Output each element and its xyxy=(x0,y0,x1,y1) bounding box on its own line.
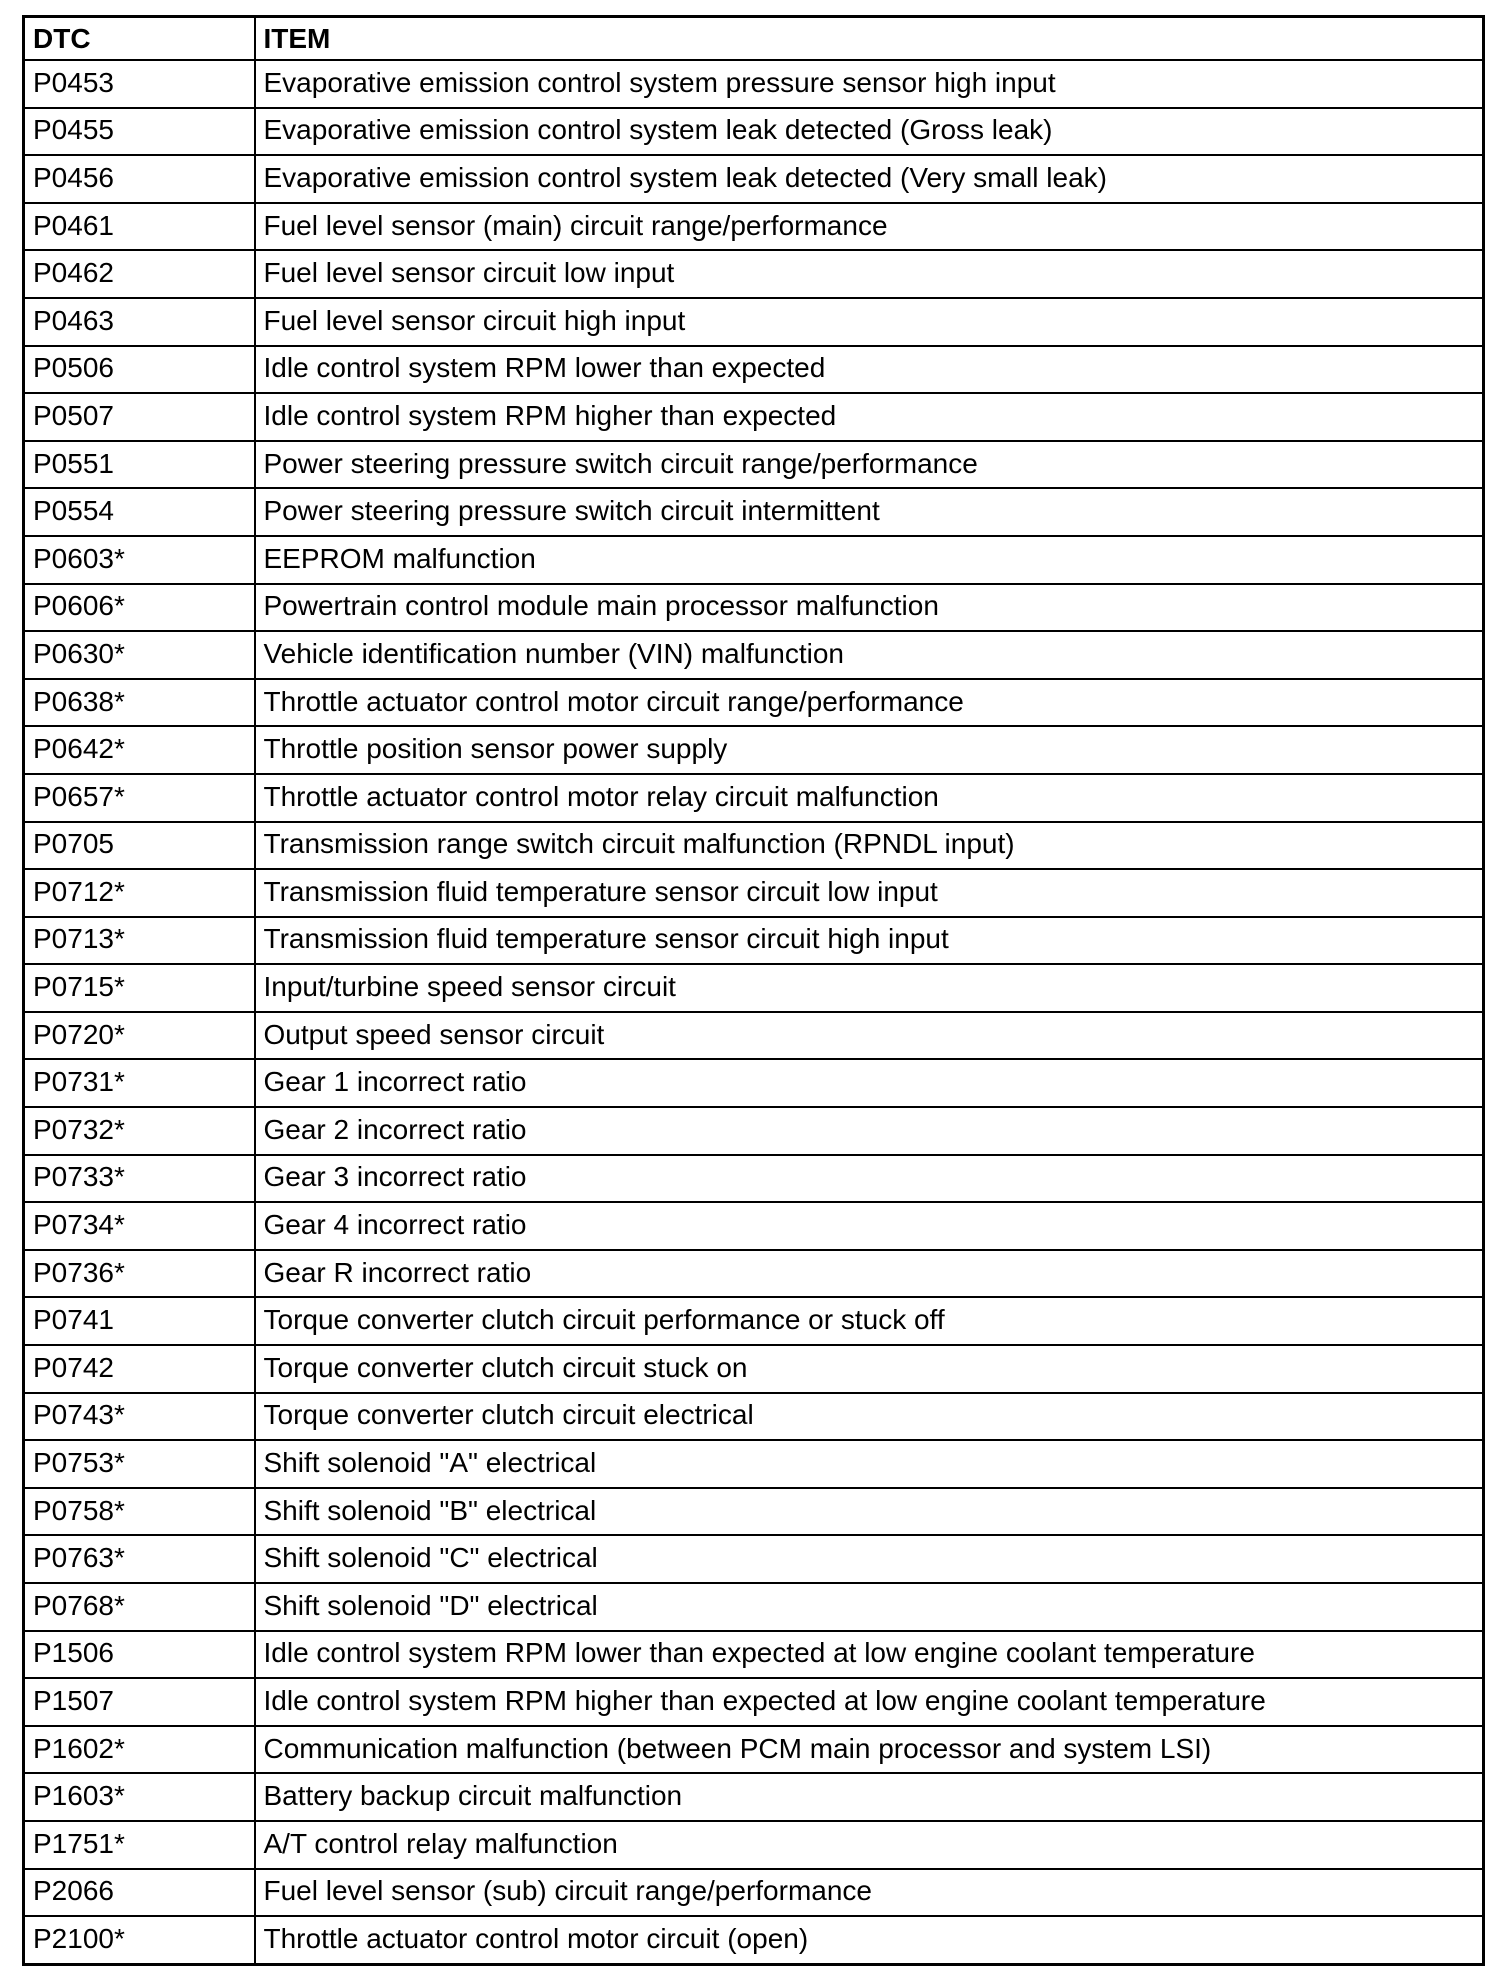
item-description-cell: Fuel level sensor circuit low input xyxy=(255,250,1484,298)
table-row xyxy=(24,1916,1484,1964)
item-description-cell: Throttle actuator control motor relay circuit malfunction xyxy=(255,774,1484,822)
table-row xyxy=(24,1440,1484,1488)
table-row xyxy=(24,1821,1484,1869)
dtc-code-cell: P0720* xyxy=(24,1012,255,1060)
item-description-cell: Evaporative emission control system leak detected (Gross leak) xyxy=(255,108,1484,156)
item-description-cell: Evaporative emission control system leak detected (Very small leak) xyxy=(255,155,1484,203)
item-description-cell: Throttle position sensor power supply xyxy=(255,726,1484,774)
table-row xyxy=(24,917,1484,965)
item-description-cell: Input/turbine speed sensor circuit xyxy=(255,964,1484,1012)
table-row xyxy=(24,488,1484,536)
dtc-code-cell: P0705 xyxy=(24,822,255,870)
dtc-code-cell: P0741 xyxy=(24,1297,255,1345)
table-row xyxy=(24,393,1484,441)
table-row xyxy=(24,1107,1484,1155)
dtc-code-cell: P0603* xyxy=(24,536,255,584)
dtc-code-cell: P0713* xyxy=(24,917,255,965)
dtc-code-cell: P0753* xyxy=(24,1440,255,1488)
item-description-cell: Shift solenoid "A" electrical xyxy=(255,1440,1484,1488)
item-description-cell: Idle control system RPM higher than expected xyxy=(255,393,1484,441)
item-description-cell: Gear R incorrect ratio xyxy=(255,1250,1484,1298)
dtc-code-cell: P1602* xyxy=(24,1726,255,1774)
item-description-cell: Gear 2 incorrect ratio xyxy=(255,1107,1484,1155)
dtc-code-cell: P0736* xyxy=(24,1250,255,1298)
item-description-cell: Fuel level sensor circuit high input xyxy=(255,298,1484,346)
table-row xyxy=(24,346,1484,394)
item-description-cell: Idle control system RPM lower than expected xyxy=(255,346,1484,394)
dtc-code-cell: P0554 xyxy=(24,488,255,536)
table-row xyxy=(24,1773,1484,1821)
table-row xyxy=(24,536,1484,584)
item-description-cell: Vehicle identification number (VIN) malfunction xyxy=(255,631,1484,679)
item-description-cell: Power steering pressure switch circuit intermittent xyxy=(255,488,1484,536)
dtc-code-cell: P1507 xyxy=(24,1678,255,1726)
table-row xyxy=(24,1393,1484,1441)
item-description-cell: Output speed sensor circuit xyxy=(255,1012,1484,1060)
table-row xyxy=(24,155,1484,203)
table-row xyxy=(24,822,1484,870)
item-description-cell: Gear 3 incorrect ratio xyxy=(255,1155,1484,1203)
table-row xyxy=(24,964,1484,1012)
item-description-cell: Gear 4 incorrect ratio xyxy=(255,1202,1484,1250)
table-row xyxy=(24,108,1484,156)
dtc-code-cell: P0630* xyxy=(24,631,255,679)
item-description-cell: Transmission fluid temperature sensor circuit low input xyxy=(255,869,1484,917)
table-row xyxy=(24,679,1484,727)
item-description-cell: Shift solenoid "C" electrical xyxy=(255,1535,1484,1583)
dtc-code-cell: P0462 xyxy=(24,250,255,298)
dtc-code-cell: P0743* xyxy=(24,1393,255,1441)
dtc-code-cell: P0455 xyxy=(24,108,255,156)
item-description-cell: Throttle actuator control motor circuit range/performance xyxy=(255,679,1484,727)
table-row xyxy=(24,1535,1484,1583)
item-description-cell: A/T control relay malfunction xyxy=(255,1821,1484,1869)
item-description-cell: Gear 1 incorrect ratio xyxy=(255,1059,1484,1107)
item-description-cell: Fuel level sensor (sub) circuit range/performance xyxy=(255,1869,1484,1917)
dtc-code-cell: P0733* xyxy=(24,1155,255,1203)
table-row xyxy=(24,1250,1484,1298)
dtc-code-cell: P0768* xyxy=(24,1583,255,1631)
item-description-cell: Idle control system RPM lower than expected at low engine coolant temperature xyxy=(255,1631,1484,1679)
column-header-item: ITEM xyxy=(255,17,1484,61)
item-description-cell: Powertrain control module main processor malfunction xyxy=(255,584,1484,632)
dtc-code-cell: P0742 xyxy=(24,1345,255,1393)
dtc-code-cell: P0453 xyxy=(24,60,255,108)
dtc-code-cell: P0734* xyxy=(24,1202,255,1250)
table-row xyxy=(24,1583,1484,1631)
table-row xyxy=(24,869,1484,917)
table-row xyxy=(24,1726,1484,1774)
table-header-row xyxy=(24,17,1484,61)
dtc-code-cell: P0606* xyxy=(24,584,255,632)
column-header-dtc: DTC xyxy=(24,17,255,61)
item-description-cell: Power steering pressure switch circuit range/performance xyxy=(255,441,1484,489)
dtc-code-cell: P0657* xyxy=(24,774,255,822)
table-row xyxy=(24,1631,1484,1679)
dtc-code-cell: P2066 xyxy=(24,1869,255,1917)
table-row xyxy=(24,441,1484,489)
item-description-cell: Shift solenoid "D" electrical xyxy=(255,1583,1484,1631)
dtc-code-cell: P0715* xyxy=(24,964,255,1012)
item-description-cell: Fuel level sensor (main) circuit range/performance xyxy=(255,203,1484,251)
item-description-cell: Throttle actuator control motor circuit (open) xyxy=(255,1916,1484,1964)
dtc-code-cell: P0763* xyxy=(24,1535,255,1583)
dtc-code-cell: P0638* xyxy=(24,679,255,727)
dtc-code-cell: P2100* xyxy=(24,1916,255,1964)
table-row xyxy=(24,631,1484,679)
dtc-code-cell: P1751* xyxy=(24,1821,255,1869)
table-row xyxy=(24,1155,1484,1203)
item-description-cell: EEPROM malfunction xyxy=(255,536,1484,584)
table-row xyxy=(24,1059,1484,1107)
table-row xyxy=(24,1297,1484,1345)
item-description-cell: Transmission range switch circuit malfunction (RPNDL input) xyxy=(255,822,1484,870)
dtc-code-cell: P0712* xyxy=(24,869,255,917)
table-row xyxy=(24,1202,1484,1250)
dtc-code-cell: P0551 xyxy=(24,441,255,489)
item-description-cell: Torque converter clutch circuit electrical xyxy=(255,1393,1484,1441)
table-row xyxy=(24,1869,1484,1917)
dtc-code-cell: P0732* xyxy=(24,1107,255,1155)
dtc-code-cell: P0758* xyxy=(24,1488,255,1536)
dtc-table xyxy=(22,15,1485,1966)
dtc-code-cell: P0456 xyxy=(24,155,255,203)
table-row xyxy=(24,60,1484,108)
dtc-code-cell: P0463 xyxy=(24,298,255,346)
item-description-cell: Shift solenoid "B" electrical xyxy=(255,1488,1484,1536)
item-description-cell: Evaporative emission control system pressure sensor high input xyxy=(255,60,1484,108)
item-description-cell: Torque converter clutch circuit performance or stuck off xyxy=(255,1297,1484,1345)
item-description-cell: Transmission fluid temperature sensor circuit high input xyxy=(255,917,1484,965)
dtc-code-cell: P0461 xyxy=(24,203,255,251)
item-description-cell: Torque converter clutch circuit stuck on xyxy=(255,1345,1484,1393)
table-row xyxy=(24,203,1484,251)
item-description-cell: Idle control system RPM higher than expected at low engine coolant temperature xyxy=(255,1678,1484,1726)
table-row xyxy=(24,250,1484,298)
table-row xyxy=(24,726,1484,774)
dtc-code-cell: P0506 xyxy=(24,346,255,394)
dtc-code-cell: P1603* xyxy=(24,1773,255,1821)
dtc-code-cell: P0731* xyxy=(24,1059,255,1107)
item-description-cell: Communication malfunction (between PCM main processor and system LSI) xyxy=(255,1726,1484,1774)
item-description-cell: Battery backup circuit malfunction xyxy=(255,1773,1484,1821)
table-row xyxy=(24,1012,1484,1060)
dtc-code-cell: P1506 xyxy=(24,1631,255,1679)
table-row xyxy=(24,298,1484,346)
table-row xyxy=(24,774,1484,822)
table-row xyxy=(24,1678,1484,1726)
table-row xyxy=(24,584,1484,632)
table-row xyxy=(24,1345,1484,1393)
dtc-code-cell: P0642* xyxy=(24,726,255,774)
table-body xyxy=(24,60,1484,1964)
dtc-code-cell: P0507 xyxy=(24,393,255,441)
table-row xyxy=(24,1488,1484,1536)
